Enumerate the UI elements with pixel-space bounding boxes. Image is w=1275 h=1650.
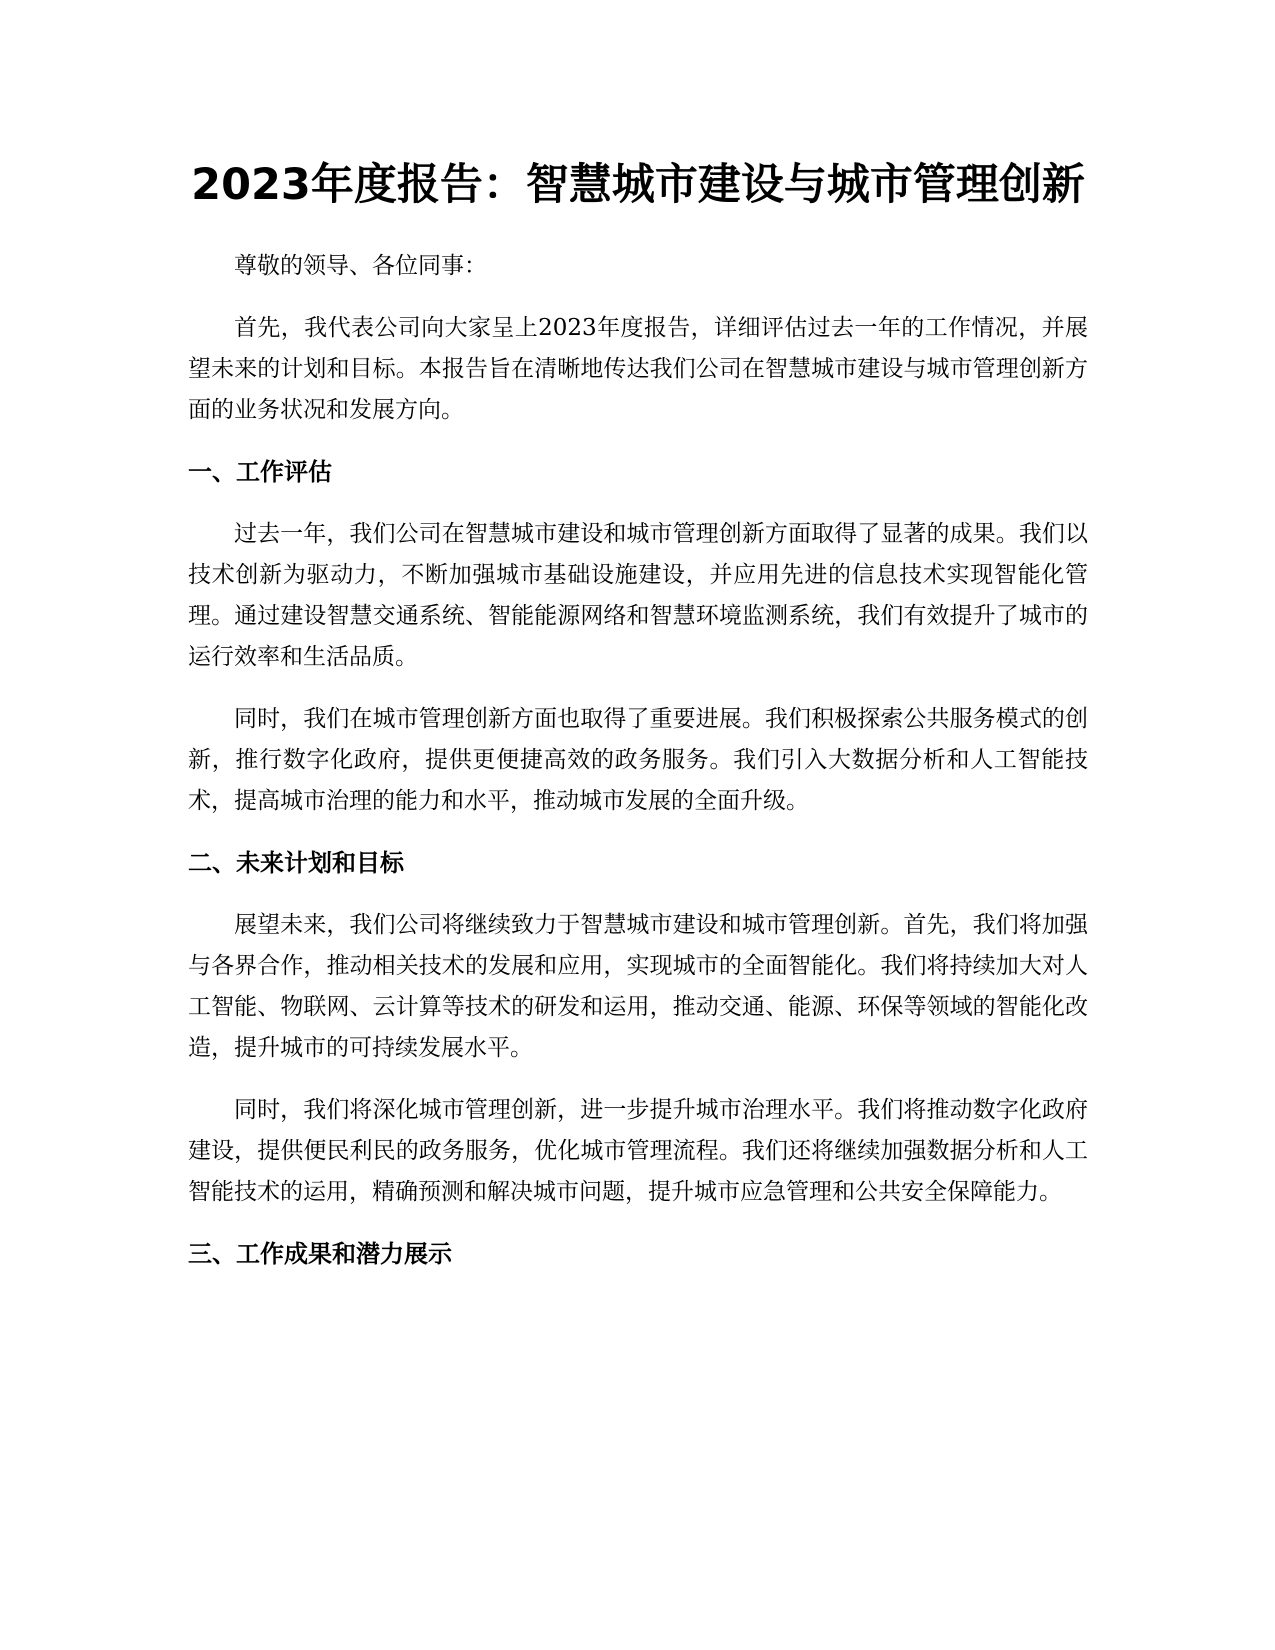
section-heading-evaluation: 一、工作评估: [188, 458, 332, 486]
plans-paragraph-2: 同时，我们将深化城市管理创新，进一步提升城市治理水平。我们将推动数字化政府建设，提供便民利民的政务服务，优化城市管理流程。我们还将继续加强数据分析和人工智能技术的运用，精确预测和解决城市问题，提升城市应急管理和公共安全保障能力。: [188, 1097, 1088, 1205]
section-heading-achievements: 三、工作成果和潜力展示: [188, 1240, 452, 1268]
evaluation-paragraph-1: 过去一年，我们公司在智慧城市建设和城市管理创新方面取得了显著的成果。我们以技术创新为驱动力，不断加强城市基础设施建设，并应用先进的信息技术实现智能化管理。通过建设智慧交通系统、智能能源网络和智慧环境监测系统，我们有效提升了城市的运行效率和生活品质。: [188, 521, 1088, 670]
document-page: [188, 150, 1088, 1296]
intro-paragraph: 首先，我代表公司向大家呈上2023年度报告，详细评估过去一年的工作情况，并展望未来的计划和目标。本报告旨在清晰地传达我们公司在智慧城市建设与城市管理创新方面的业务状况和发展方向。: [188, 315, 1088, 423]
evaluation-paragraph-2: 同时，我们在城市管理创新方面也取得了重要进展。我们积极探索公共服务模式的创新，推行数字化政府，提供更便捷高效的政务服务。我们引入大数据分析和人工智能技术，提高城市治理的能力和水平，推动城市发展的全面升级。: [188, 706, 1088, 814]
salutation: 尊敬的领导、各位同事：: [234, 253, 487, 279]
plans-paragraph-1: 展望未来，我们公司将继续致力于智慧城市建设和城市管理创新。首先，我们将加强与各界合作，推动相关技术的发展和应用，实现城市的全面智能化。我们将持续加大对人工智能、物联网、云计算等技术的研发和运用，推动交通、能源、环保等领域的智能化改造，提升城市的可持续发展水平。: [188, 912, 1088, 1061]
section-heading-plans: 二、未来计划和目标: [188, 849, 404, 877]
document-title: 2023年度报告：智慧城市建设与城市管理创新: [191, 160, 1085, 210]
